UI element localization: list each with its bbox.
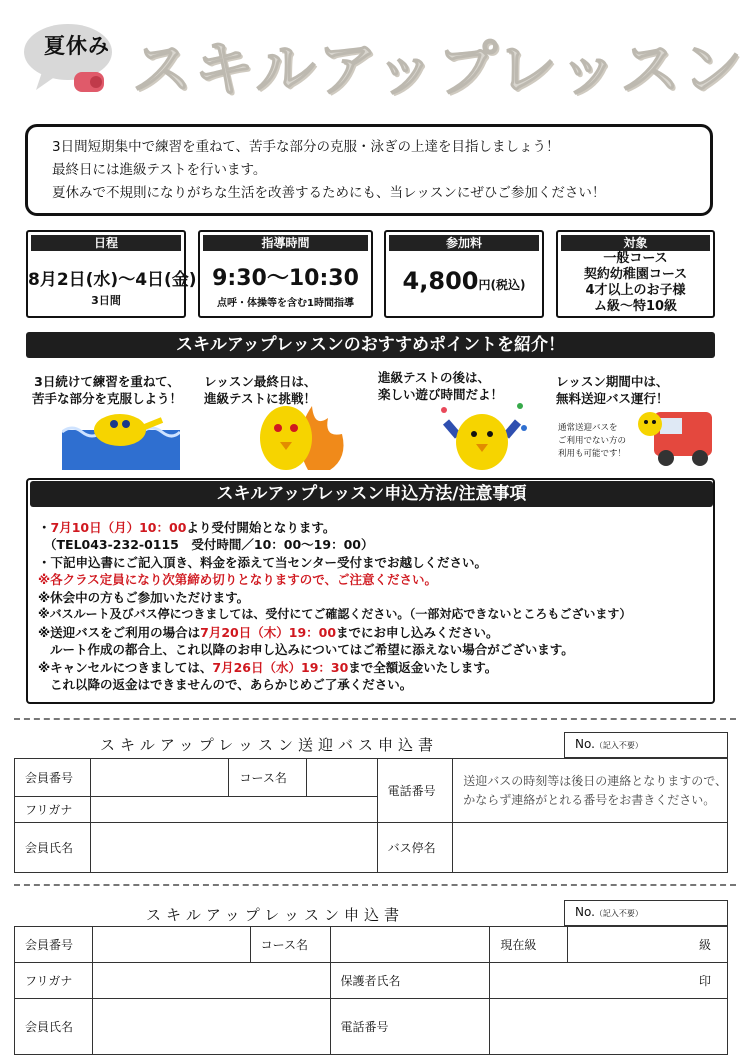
point-2-text: レッスン最終日は、 進級テストに挑戦！ [204,374,317,406]
course-label: コース名 [250,927,330,963]
method-line-3: ・下記申込書にご記入頂き、料金を添えて当センター受付までお越しください。 [38,555,488,570]
level-field[interactable]: 級 [568,927,728,963]
furigana-label: フリガナ [15,797,91,823]
intro-line: 3日間短期集中で練習を重ねて、苦手な部分の克服・泳ぎの上達を目指しましょう！ [52,139,560,155]
fee-label: 参加料 [389,235,539,251]
guardian-label: 保護者氏名 [330,963,490,999]
lesson-form-no: No.（記入不要） [564,900,728,926]
course-field[interactable] [306,759,377,797]
member-no-field[interactable] [90,759,229,797]
member-no-field[interactable] [92,927,250,963]
furigana-field[interactable] [90,797,377,823]
intro-line: 最終日には進級テストを行います。 [52,162,267,178]
method-line-6: ※バスルート及びバス停につきましては、受付にてご確認ください。（一部対応できないところもございます） [38,607,632,621]
furigana-field[interactable] [92,963,330,999]
bus-stop-field[interactable] [453,823,728,873]
phone-label: 電話番号 [330,999,490,1055]
summer-badge: 夏休み [44,34,110,58]
time-label: 指導時間 [203,235,368,251]
name-field[interactable] [92,999,330,1055]
fee-value: 4,800 [402,267,479,295]
bus-chick-icon [636,398,712,470]
method-line-5: ※休会中の方もご参加いただけます。 [38,590,250,605]
intro-line: 夏休みで不規則になりがちな生活を改善するためにも、当レッスンにぜひご参加ください！ [52,185,606,201]
phone-field[interactable]: 送迎バスの時刻等は後日の連絡となりますので、 かならず連絡がとれる番号をお書きください。 [453,759,728,823]
cut-line [14,884,736,886]
name-label: 会員氏名 [15,823,91,873]
lesson-form-table [14,926,728,1055]
phone-label: 電話番号 [377,759,453,823]
time-box [198,230,373,318]
bus-form-table [14,758,728,873]
method-line-2: （TEL043-232-0115 受付時間／10：00～19：00） [44,537,374,552]
happy-chick-icon [432,398,532,470]
fee-unit: 円(税込) [478,278,526,292]
fire-chick-icon [250,398,350,470]
fee-box [384,230,544,318]
target-line: 契約幼稚園コース [583,267,688,282]
target-line: 4才以上のお子様 [585,283,686,298]
cut-line [14,718,736,720]
name-label: 会員氏名 [15,999,93,1055]
schedule-sub: 3日間 [91,294,121,307]
time-sub: 点呼・体操等を含む1時間指導 [217,298,354,309]
member-no-label: 会員番号 [15,927,93,963]
point-4-text: レッスン期間中は、 無料送迎バス運行！ [556,374,669,406]
furigana-label: フリガナ [15,963,93,999]
point-1-text: 3日続けて練習を重ねて、 苦手な部分を克服しよう！ [32,374,183,406]
bus-note: 通常送迎バスを ご利用でない方の 利用も可能です！ [558,423,627,459]
schedule-label: 日程 [31,235,181,251]
schedule-value: 8月2日(水)～4日(金) [28,270,197,290]
level-label: 現在級 [490,927,568,963]
target-line: ム級～特10級 [593,299,678,314]
target-line: 一般コース [603,251,668,266]
bus-form-title: スキルアップレッスン送迎バス申込書 [100,736,439,754]
target-box [556,230,715,318]
method-line-8: ルート作成の都合上、これ以降のお申し込みについてはご希望に添えない場合がございます。 [50,642,574,657]
phone-field[interactable] [490,999,728,1055]
method-line-10: これ以降の返金はできませんので、あらかじめご了承ください。 [50,677,413,692]
guardian-field[interactable]: 印 [490,963,728,999]
target-label: 対象 [561,235,710,251]
course-label: コース名 [229,759,306,797]
point-3-text: 進級テストの後は、 楽しい遊び時間だよ！ [378,370,504,402]
points-heading: スキルアップレッスンのおすすめポイントを紹介！ [26,332,715,358]
method-line-1: ・7月10日（月）10：00より受付開始となります。 [38,520,336,535]
member-no-label: 会員番号 [15,759,91,797]
intro-box [25,124,713,216]
bus-stop-label: バス停名 [377,823,453,873]
name-field[interactable] [90,823,377,873]
course-field[interactable] [330,927,490,963]
method-line-7: ※送迎バスをご利用の場合は7月20日（木）19：00までにお申し込みください。 [38,625,499,640]
method-heading: スキルアップレッスン申込方法/注意事項 [30,481,713,507]
page-title: スキルアップレッスン [132,35,745,105]
schedule-box [26,230,197,318]
method-line-9: ※キャンセルにつきましては、7月26日（水）19：30まで全額返金いたします。 [38,660,498,675]
lesson-form-title: スキルアップレッスン申込書 [146,906,405,924]
method-line-4: ※各クラス定員になり次第締め切りとなりますので、ご注意ください。 [38,572,438,587]
bus-form-no: No.（記入不要） [564,732,728,758]
swimming-chick-icon [62,408,180,470]
time-value: 9:30～10:30 [212,266,359,291]
